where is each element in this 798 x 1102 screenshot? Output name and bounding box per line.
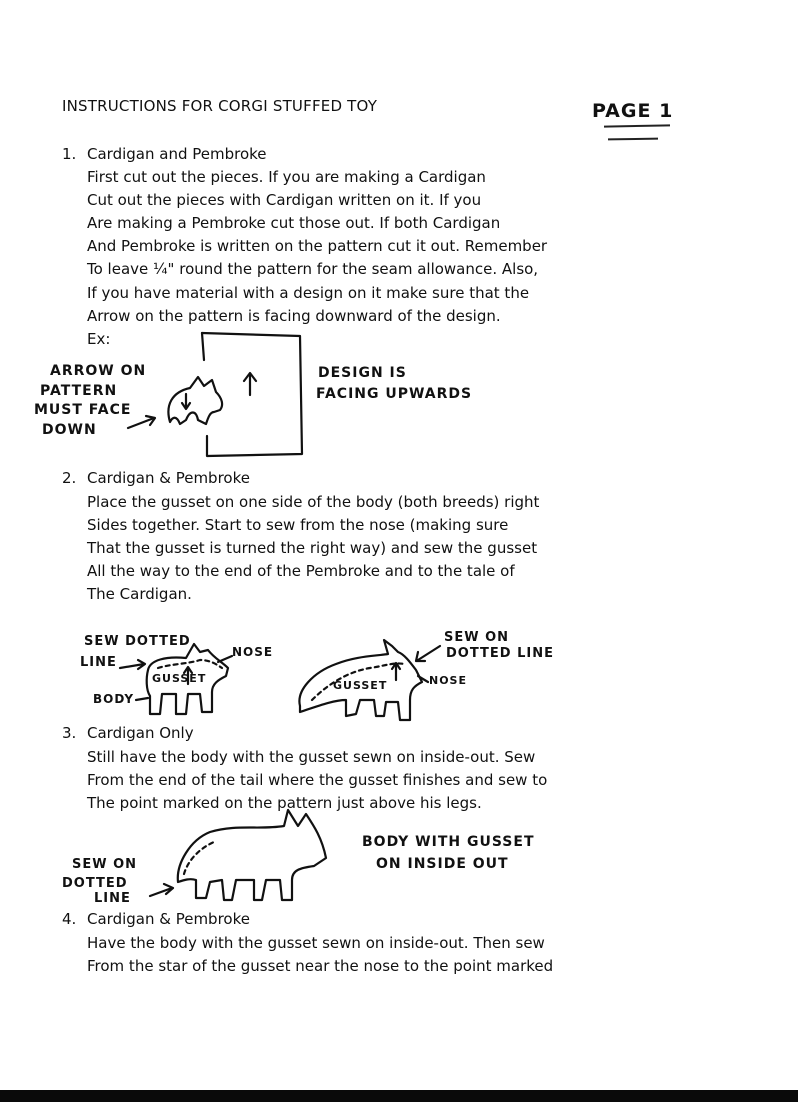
step-text-line: Ex: [87,330,111,348]
step-number: 2. [62,469,77,487]
scan-edge [0,1090,798,1102]
step-text-line: All the way to the end of the Pembroke and to the tale of [87,562,515,580]
figure-label: DOTTED [62,876,128,891]
step-text-line: Have the body with the gusset sewn on inside-out. Then sew [87,934,545,952]
page-number-label: PAGE 1 [592,100,674,122]
figure-label: LINE [80,655,117,670]
step-text-line: To leave ¼" round the pattern for the seam allowance. Also, [87,260,539,278]
step-heading: Cardigan Only [87,724,194,742]
figure-label: SEW ON [72,857,138,872]
step-number: 1. [62,145,77,163]
step-number: 4. [62,910,77,928]
figure-label: ON INSIDE OUT [376,856,509,872]
step-text-line: Are making a Pembroke cut those out. If both Cardigan [87,214,501,232]
step-text-line: The Cardigan. [87,585,192,603]
figure-label: DESIGN IS [318,365,407,381]
figure-label: ARROW ON [50,363,147,379]
step-heading: Cardigan and Pembroke [87,145,267,163]
figure-label: MUST FACE [34,402,132,418]
step-text-line: Sides together. Start to sew from the nose (making sure [87,516,509,534]
step-text-line: From the star of the gusset near the nose to the point marked [87,957,554,975]
figure-label: PATTERN [40,383,118,399]
step-text-line: Place the gusset on one side of the body (both breeds) right [87,493,540,511]
figure-label: DOWN [42,422,97,438]
step-text-line: And Pembroke is written on the pattern cut it out. Remember [87,237,548,255]
step-heading: Cardigan & Pembroke [87,469,250,487]
figure-label: FACING UPWARDS [316,386,473,402]
figure-label: LINE [94,891,131,906]
step-heading: Cardigan & Pembroke [87,910,250,928]
step-text-line: That the gusset is turned the right way) and sew the gusset [87,539,538,557]
figure-label: DOTTED LINE [446,646,554,661]
document-title: INSTRUCTIONS FOR CORGI STUFFED TOY [62,97,378,115]
step-text-line: Still have the body with the gusset sewn on inside-out. Sew [87,748,536,766]
step-text-line: From the end of the tail where the gusset finishes and sew to [87,771,548,789]
step-number: 3. [62,724,77,742]
step-text-line: First cut out the pieces. If you are making a Cardigan [87,168,486,186]
figure-label: NOSE [232,645,274,659]
figure-label: NOSE [429,674,467,687]
step-text-line: If you have material with a design on it make sure that the [87,284,530,302]
figure-label: SEW DOTTED [84,634,191,649]
step-text-line: The point marked on the pattern just above his legs. [87,794,482,812]
step-text-line: Cut out the pieces with Cardigan written on it. If you [87,191,482,209]
figure-label: SEW ON [444,630,510,645]
figure-label: BODY WITH GUSSET [362,834,535,850]
figure-label: BODY [93,692,135,706]
figure-label: GUSSET [152,672,207,685]
figure-label: GUSSET [333,679,388,692]
step-text-line: Arrow on the pattern is facing downward of the design. [87,307,501,325]
